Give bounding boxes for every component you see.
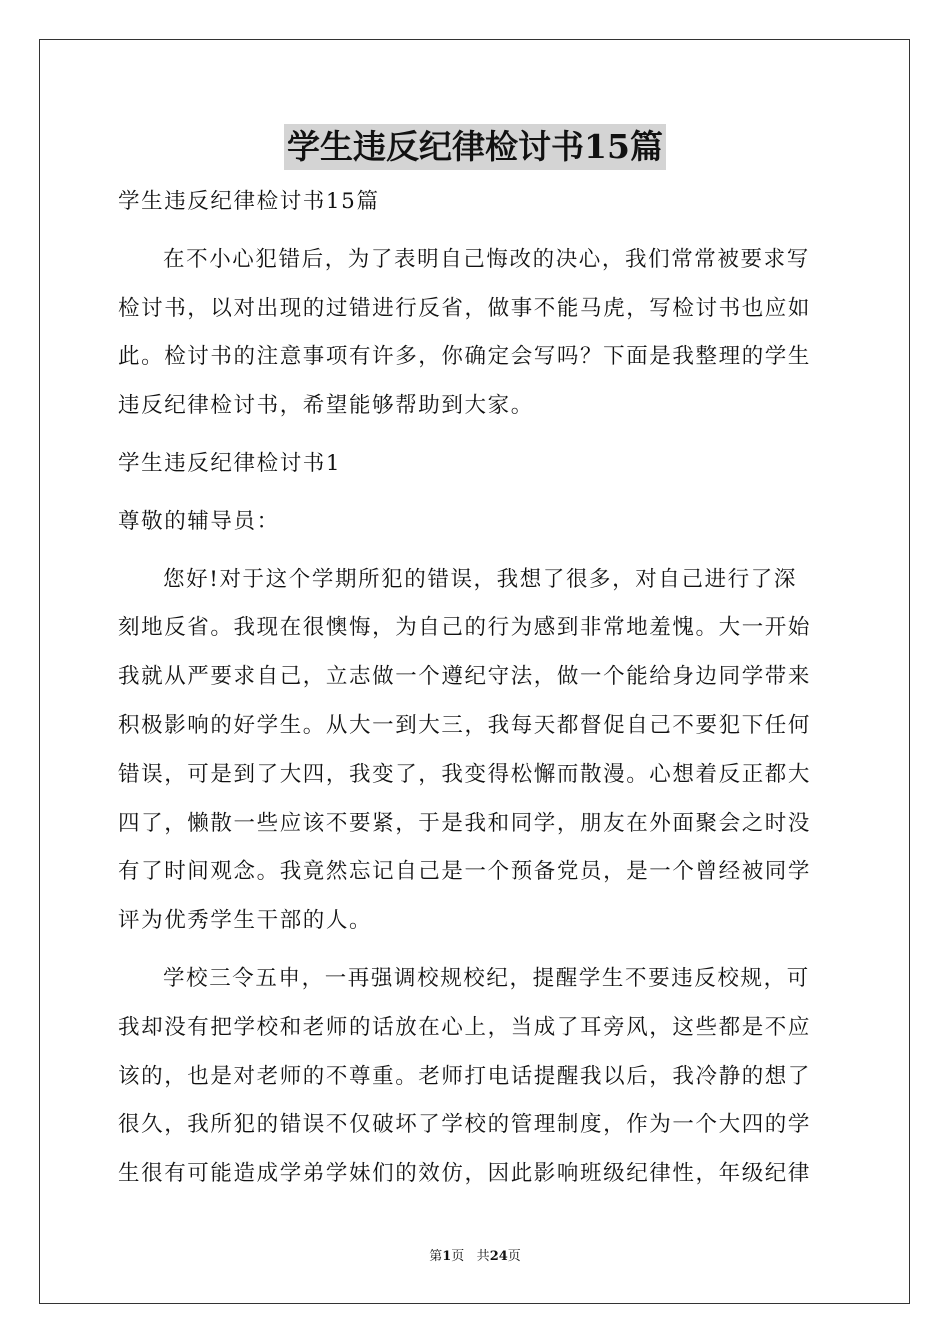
section-heading: 学生违反纪律检讨书1: [118, 450, 342, 476]
page-prefix: 第: [429, 1249, 443, 1264]
paragraph-line: 我却没有把学校和老师的话放在心上，当成了耳旁风，这些都是不应: [118, 1014, 812, 1040]
total-prefix: 共: [476, 1249, 490, 1264]
paragraph-line: 评为优秀学生干部的人。: [118, 908, 373, 934]
paragraph-line: 生很有可能造成学弟学妹们的效仿，因此影响班级纪律性，年级纪律: [118, 1161, 812, 1187]
body-paragraph-2: [118, 955, 834, 1199]
total-suffix: 页: [507, 1249, 521, 1264]
paragraph-line: 四了，懒散一些应该不要紧，于是我和同学，朋友在外面聚会之时没: [118, 810, 812, 836]
paragraph-line: 检讨书，以对出现的过错进行反省，做事不能马虎，写检讨书也应如: [118, 295, 812, 321]
paragraph-line: 学校三令五申，一再强调校规校纪，提醒学生不要违反校规，可: [163, 965, 810, 991]
paragraph-line: 刻地反省。我现在很懊悔，为自己的行为感到非常地羞愧。大一开始: [118, 615, 812, 641]
page-number: 1: [442, 1249, 452, 1264]
paragraph-line: 该的，也是对老师的不尊重。老师打电话提醒我以后，我冷静的想了: [118, 1063, 812, 1089]
paragraph-line: 错误，可是到了大四，我变了，我变得松懈而散漫。心想着反正都大: [118, 761, 812, 787]
document-subtitle: 学生违反纪律检讨书15篇: [118, 189, 380, 214]
document-title: 学生违反纪律检讨书15篇: [284, 124, 666, 170]
page-footer: [0, 1247, 950, 1267]
paragraph-line: 很久，我所犯的错误不仅破坏了学校的管理制度，作为一个大四的学: [118, 1112, 812, 1138]
total-pages: 24: [489, 1249, 508, 1264]
paragraph-line: 在不小心犯错后，为了表明自己悔改的决心，我们常常被要求写: [163, 246, 810, 272]
intro-paragraph: [118, 236, 834, 431]
paragraph-line: 您好!对于这个学期所犯的错误，我想了很多，对自己进行了深: [163, 566, 797, 592]
body-paragraph-1: [118, 556, 834, 946]
paragraph-line: 此。检讨书的注意事项有许多，你确定会写吗？下面是我整理的学生: [118, 344, 812, 370]
paragraph-line: 违反纪律检讨书，希望能够帮助到大家。: [118, 393, 534, 419]
paragraph-line: 我就从严要求自己，立志做一个遵纪守法，做一个能给身边同学带来: [118, 664, 812, 690]
salutation: 尊敬的辅导员：: [118, 508, 280, 534]
paragraph-line: 积极影响的好学生。从大一到大三，我每天都督促自己不要犯下任何: [118, 712, 812, 738]
document-body: [118, 178, 834, 1199]
paragraph-line: 有了时间观念。我竟然忘记自己是一个预备党员，是一个曾经被同学: [118, 859, 812, 885]
page-suffix: 页: [451, 1249, 465, 1264]
title-area: [0, 124, 950, 170]
